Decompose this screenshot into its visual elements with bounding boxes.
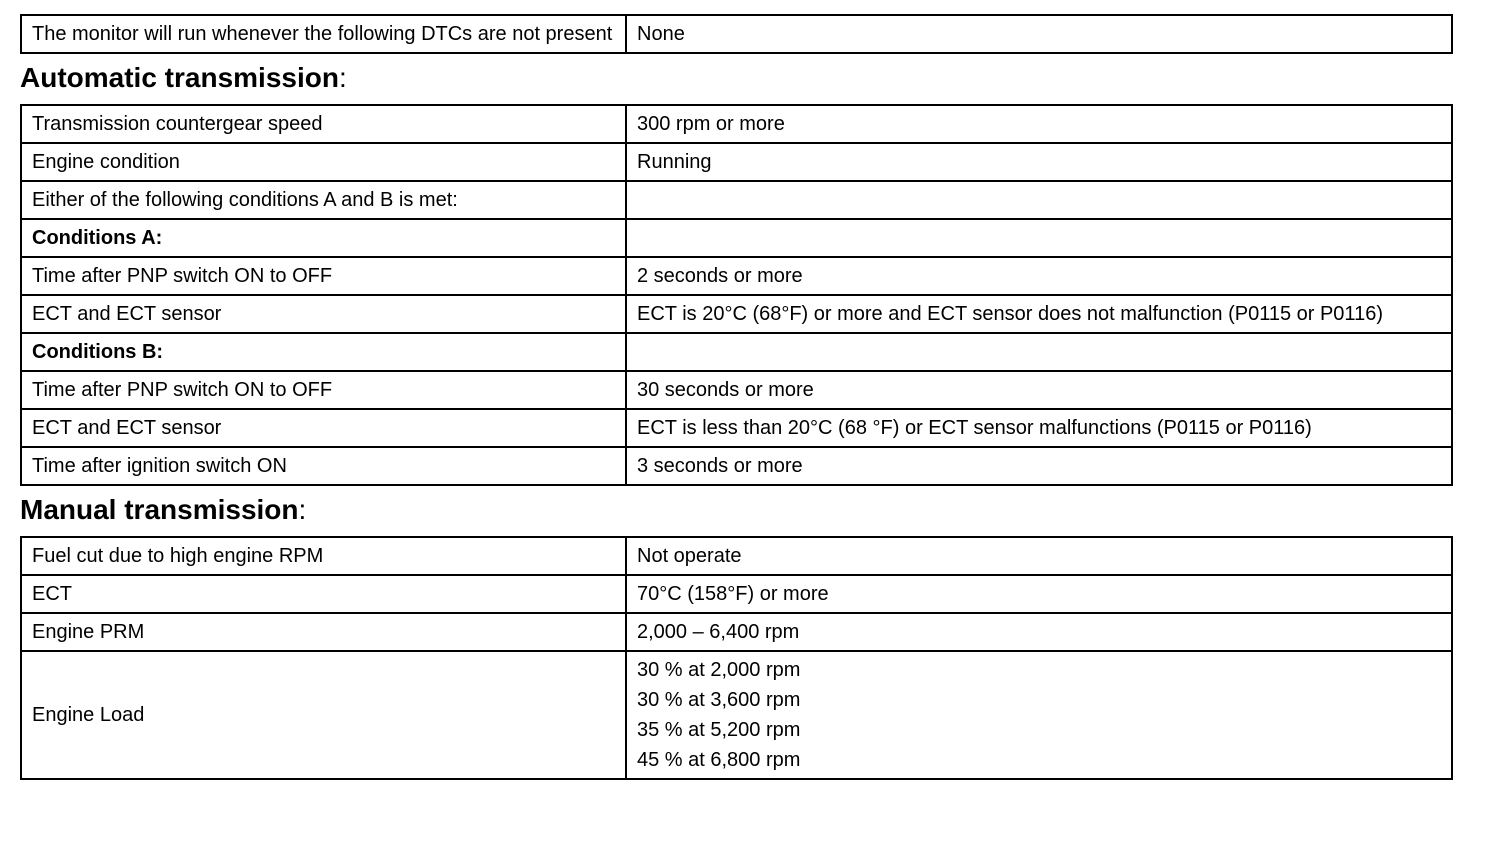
value-cell: None	[626, 15, 1452, 53]
load-value-line: 35 % at 5,200 rpm	[637, 719, 801, 741]
condition-cell: Engine condition	[21, 143, 626, 181]
document-page	[20, 14, 1451, 780]
condition-cell: ECT and ECT sensor	[21, 409, 626, 447]
table-row	[21, 613, 1452, 651]
manual-transmission-table	[20, 536, 1453, 780]
heading-text: Automatic transmission	[20, 62, 339, 93]
condition-cell: Engine PRM	[21, 613, 626, 651]
condition-cell: Transmission countergear speed	[21, 105, 626, 143]
condition-cell: ECT and ECT sensor	[21, 295, 626, 333]
table-row	[21, 333, 1452, 371]
value-cell: 300 rpm or more	[626, 105, 1452, 143]
table-row	[21, 651, 1452, 779]
table-row	[21, 447, 1452, 485]
value-cell	[626, 333, 1452, 371]
value-cell: ECT is 20°C (68°F) or more and ECT sensor does not malfunction (P0115 or P0116)	[626, 295, 1452, 333]
value-cell: 30 seconds or more	[626, 371, 1452, 409]
table-row	[21, 537, 1452, 575]
table-row	[21, 295, 1452, 333]
automatic-transmission-table	[20, 104, 1453, 486]
manual-transmission-heading: Manual transmission:	[20, 494, 307, 525]
table-row	[21, 15, 1452, 53]
load-value-line: 30 % at 2,000 rpm	[637, 659, 801, 681]
condition-cell: Time after ignition switch ON	[21, 447, 626, 485]
engine-load-values	[626, 651, 1452, 779]
value-cell: Running	[626, 143, 1452, 181]
table-row	[21, 371, 1452, 409]
conditions-a-label: Conditions A:	[21, 219, 626, 257]
table-row	[21, 257, 1452, 295]
value-cell: 3 seconds or more	[626, 447, 1452, 485]
condition-cell: Engine Load	[21, 651, 626, 779]
value-cell: Not operate	[626, 537, 1452, 575]
value-cell: 2,000 – 6,400 rpm	[626, 613, 1452, 651]
value-cell: 70°C (158°F) or more	[626, 575, 1452, 613]
dtc-table	[20, 14, 1453, 54]
condition-cell: Either of the following conditions A and B is met:	[21, 181, 626, 219]
value-cell: ECT is less than 20°C (68 °F) or ECT sensor malfunctions (P0115 or P0116)	[626, 409, 1452, 447]
condition-cell: ECT	[21, 575, 626, 613]
conditions-b-label: Conditions B:	[21, 333, 626, 371]
value-cell	[626, 219, 1452, 257]
condition-cell: Time after PNP switch ON to OFF	[21, 371, 626, 409]
table-row	[21, 143, 1452, 181]
condition-cell: The monitor will run whenever the following DTCs are not present	[21, 15, 626, 53]
automatic-transmission-heading: Automatic transmission:	[20, 62, 347, 93]
load-value-line: 45 % at 6,800 rpm	[637, 749, 801, 771]
value-cell	[626, 181, 1452, 219]
table-row	[21, 181, 1452, 219]
table-row	[21, 105, 1452, 143]
condition-cell: Fuel cut due to high engine RPM	[21, 537, 626, 575]
table-row	[21, 575, 1452, 613]
table-row	[21, 219, 1452, 257]
value-cell: 2 seconds or more	[626, 257, 1452, 295]
load-value-line: 30 % at 3,600 rpm	[637, 689, 801, 711]
heading-text: Manual transmission	[20, 494, 299, 525]
table-row	[21, 409, 1452, 447]
condition-cell: Time after PNP switch ON to OFF	[21, 257, 626, 295]
